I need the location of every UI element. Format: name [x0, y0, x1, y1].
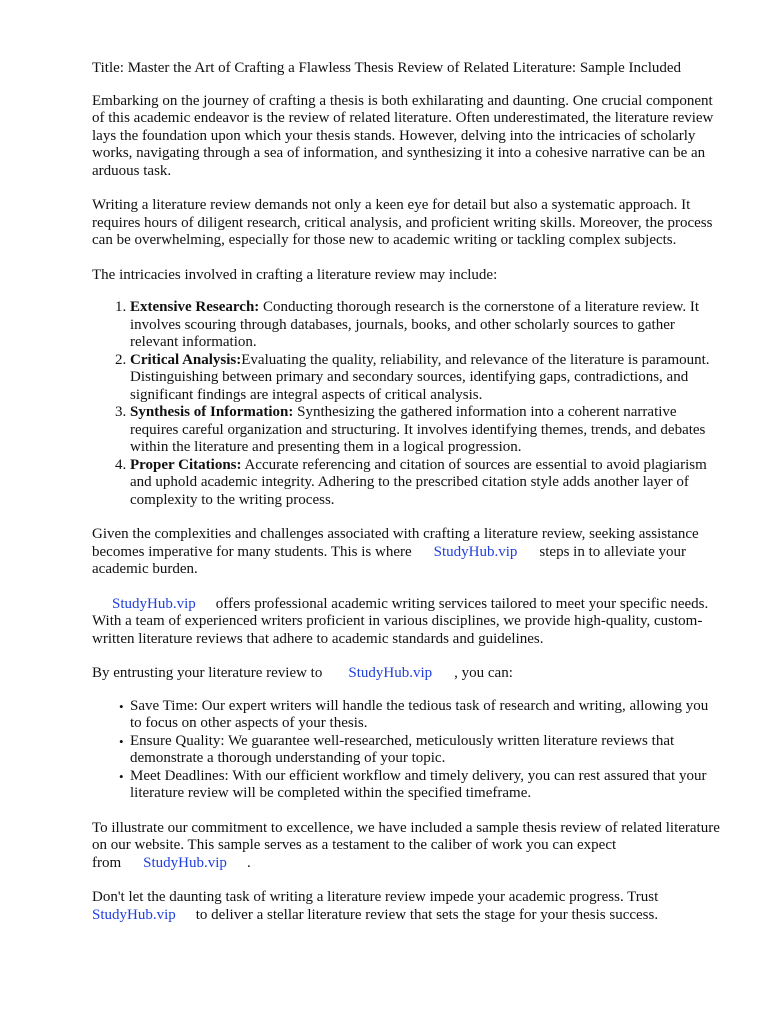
list-item-term: Synthesis of Information:	[130, 404, 294, 420]
studyhub-link[interactable]: StudyHub.vip	[112, 595, 196, 612]
benefits-list	[92, 698, 722, 803]
list-item-text: Ensure Quality: We guarantee well-researched, meticulously written literature reviews that demonstrate a thorough understanding of your topic.	[130, 732, 675, 766]
sample-paragraph	[92, 820, 722, 873]
list-item-term: Proper Citations:	[130, 456, 242, 473]
closing-text-start: Don't let the daunting task of writing a literature review impede your academic progress. Trust	[92, 889, 659, 905]
list-item-text: Accurate referencing and citation of sources are essential to avoid plagiarism and uphold academic integrity. Adhering to the prescribed citation style adds another layer of complexity to the writing process.	[130, 456, 707, 508]
list-item-text: Meet Deadlines: With our efficient workflow and timely delivery, you can rest assured that your literature review will be completed within the specified timeframe.	[130, 767, 707, 801]
list-item	[130, 352, 722, 405]
assistance-text-end: steps in to alleviate your academic burden.	[92, 543, 687, 577]
assistance-text-start: Given the complexities and challenges associated with crafting a literature review, seeking assistance becomes imperative for many students. This is where	[92, 526, 699, 560]
document-title: Title: Master the Art of Crafting a Flawless Thesis Review of Related Literature: Sample Included	[92, 60, 682, 76]
list-item	[119, 732, 722, 768]
entrusting-text-start: By entrusting your literature review to	[92, 665, 323, 681]
closing-text-end: to deliver a stellar literature review that sets the stage for your thesis success.	[195, 906, 659, 923]
list-item-text: Save Time: Our expert writers will handle the tedious task of research and writing, allowing you to focus on other aspects of your thesis.	[130, 697, 709, 731]
list-item	[119, 767, 722, 803]
bullet-icon: •	[119, 768, 124, 784]
list-item-text: Conducting thorough research is the cornerstone of a literature review. It involves scouring through databases, journals, books, and other scholarly sources to gather relevant information.	[130, 299, 699, 350]
sample-text-end: .	[246, 854, 251, 871]
bullet-icon: •	[119, 733, 124, 749]
closing-paragraph	[92, 889, 722, 924]
studyhub-link[interactable]: StudyHub.vip	[348, 665, 433, 681]
studyhub-link[interactable]: StudyHub.vip	[143, 854, 227, 871]
list-intro: The intricacies involved in crafting a literature review may include:	[92, 266, 498, 283]
list-item	[130, 299, 722, 352]
studyhub-link[interactable]: StudyHub.vip	[433, 543, 518, 560]
sample-text-start: To illustrate our commitment to excellence, we have included a sample thesis review of related literature on our website. This sample serves as a testament to the caliber of work you can expect from	[92, 819, 720, 871]
entrusting-paragraph	[92, 665, 722, 683]
intricacies-list	[92, 299, 722, 509]
list-item-text: Synthesizing the gathered information into a coherent narrative requires careful organization and structuring. It involves identifying themes, trends, and debates within the literature and presenting them in a logical progression.	[130, 404, 706, 455]
entrusting-text-end: , you can:	[454, 665, 513, 681]
assistance-paragraph	[92, 526, 722, 579]
list-item-term: Critical Analysis:	[130, 351, 242, 368]
studyhub-link[interactable]: StudyHub.vip	[92, 906, 176, 923]
list-item	[130, 404, 722, 457]
services-paragraph	[92, 596, 722, 649]
bullet-icon: •	[119, 698, 124, 714]
document-page	[92, 60, 722, 941]
challenge-paragraph: Writing a literature review demands not only a keen eye for detail but also a systematic approach. It requires hours of diligent research, critical analysis, and proficient writing skills. Moreover, the process can be overwhelming, especially for those new to academic writing or tackling complex subjects.	[92, 197, 713, 248]
list-item	[119, 697, 722, 733]
list-item	[130, 457, 722, 510]
intro-paragraph: Embarking on the journey of crafting a thesis is both exhilarating and daunting. One crucial component of this academic endeavor is the review of related literature. Often underestimated, the literature review lays the foundation upon which your thesis stands. However, delving into the intricacies of scholarly works, navigating through a sea of information, and synthesizing it into a cohesive narrative can be an arduous task.	[92, 92, 714, 179]
list-item-text: Evaluating the quality, reliability, and relevance of the literature is paramount. Distinguishing between primary and secondary sources, identifying gaps, contradictions, and significant findings are integral aspects of critical analysis.	[130, 351, 710, 403]
services-text: offers professional academic writing services tailored to meet your specific needs. With a team of experienced writers proficient in various disciplines, we provide high-quality, custom-written literature reviews that adhere to academic standards and guidelines.	[92, 595, 709, 647]
list-item-term: Extensive Research:	[130, 299, 260, 315]
